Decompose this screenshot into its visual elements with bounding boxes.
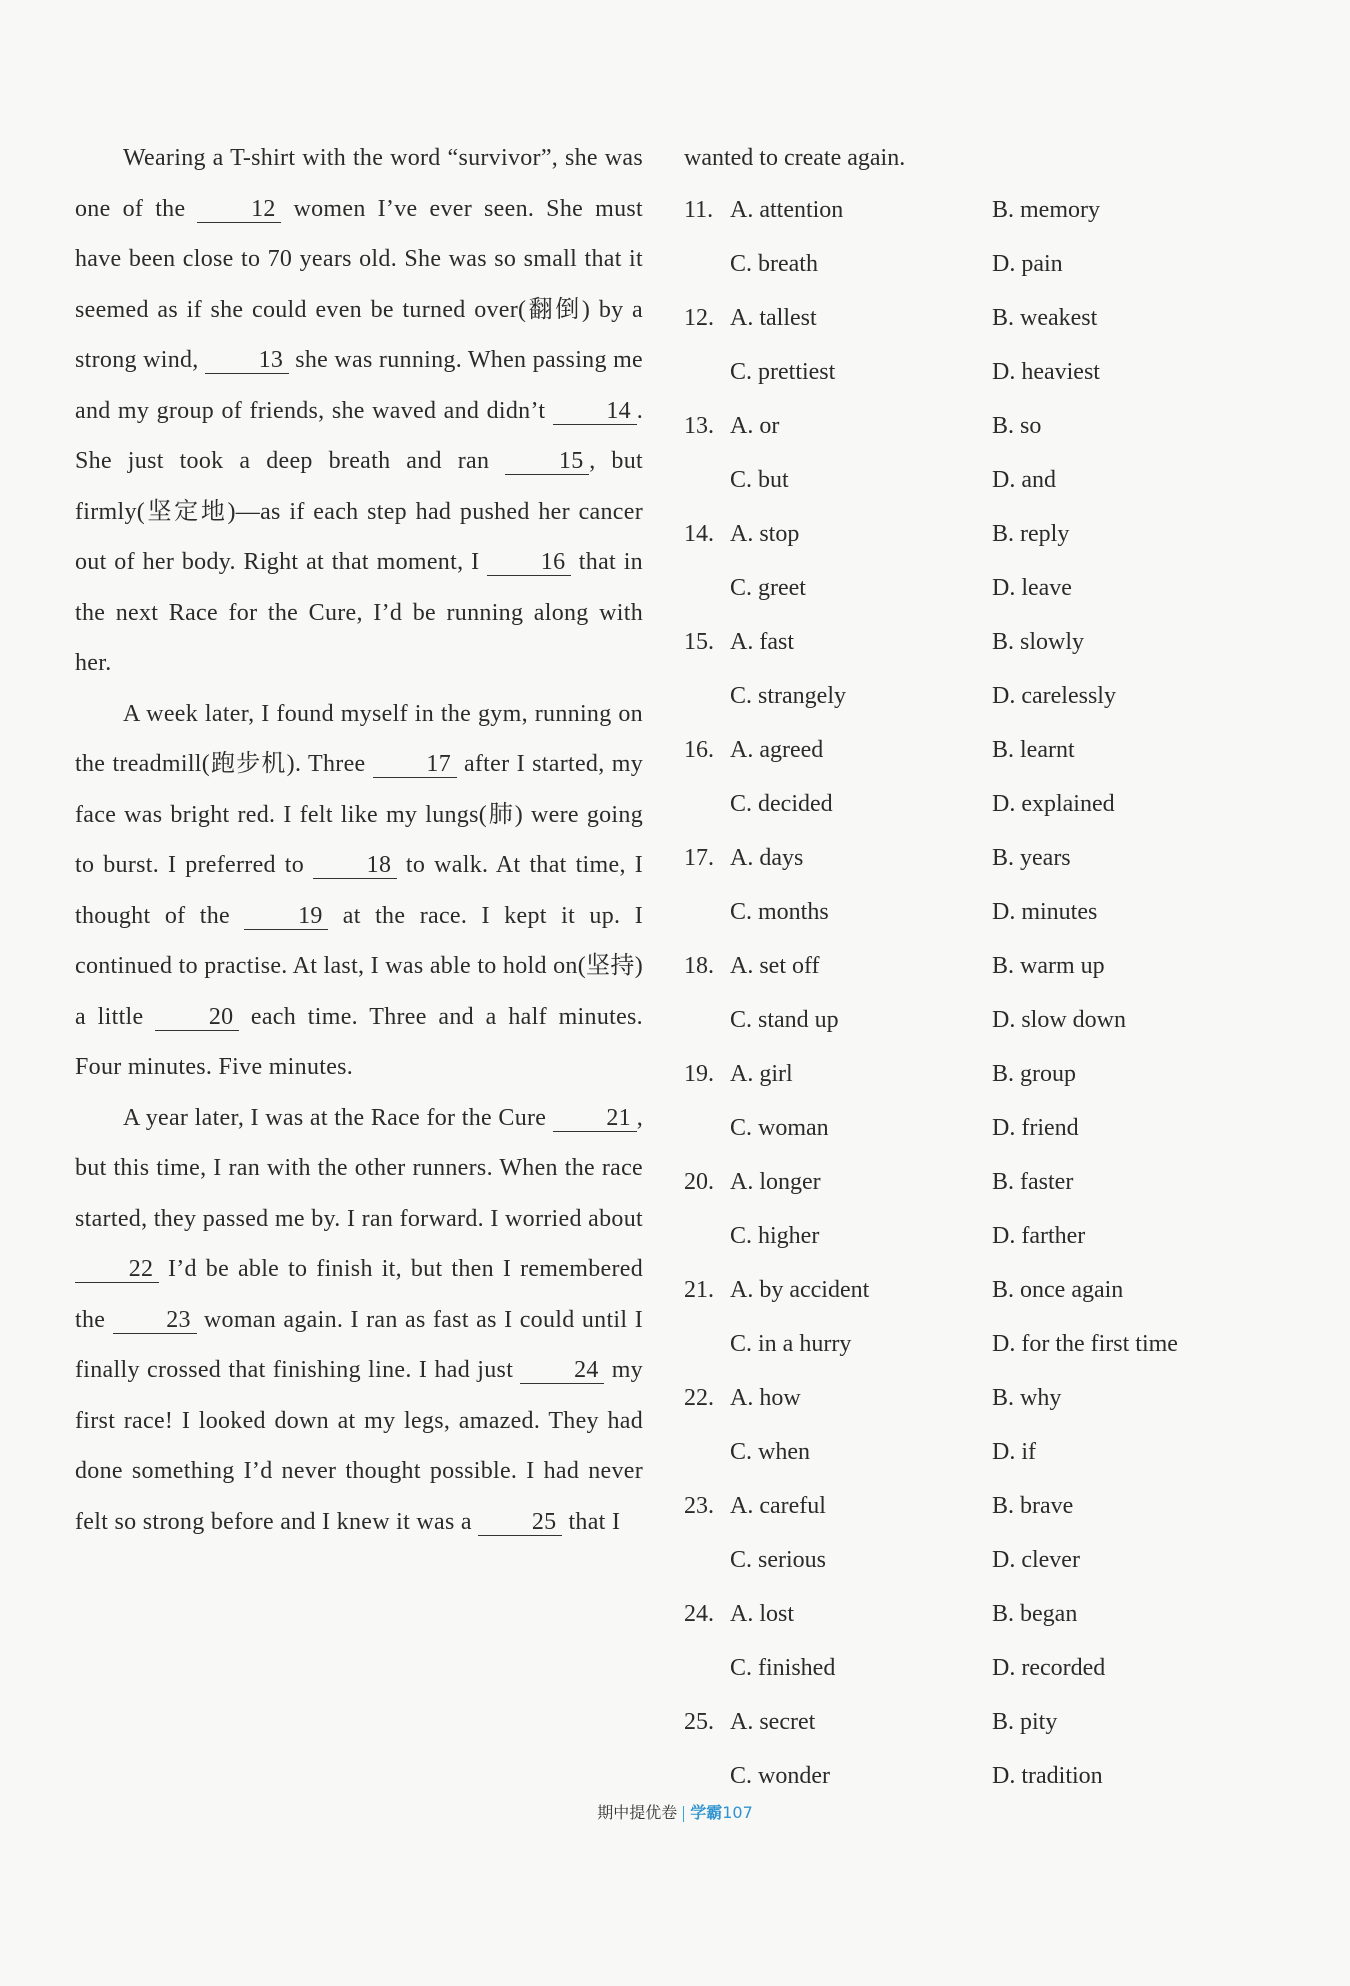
question-row-second — [684, 1101, 1284, 1155]
option-a: A. secret — [730, 1708, 816, 1735]
blank-18: 18 — [313, 852, 397, 879]
option-a: A. days — [730, 844, 804, 871]
passage-text: . She just took a deep breath and ran — [75, 397, 643, 474]
option-a: A. attention — [730, 196, 844, 223]
option-b: B. pity — [992, 1708, 1058, 1735]
question-row-second — [684, 669, 1284, 723]
option-c: C. woman — [730, 1114, 829, 1141]
option-b: B. why — [992, 1384, 1062, 1411]
question-number: 16. — [684, 736, 714, 763]
passage-text: A week later, I found myself in the gym, running on the treadmill(跑步机). Three — [75, 700, 643, 777]
blank-19: 19 — [244, 903, 328, 930]
option-d: D. pain — [992, 250, 1063, 277]
option-b: B. so — [992, 412, 1042, 439]
blank-15: 15 — [505, 448, 589, 475]
question-number: 19. — [684, 1060, 714, 1087]
option-d: D. farther — [992, 1222, 1086, 1249]
answer-options — [684, 183, 1284, 1803]
blank-25: 25 — [478, 1509, 562, 1536]
option-d: D. if — [992, 1438, 1036, 1465]
blank-17: 17 — [373, 751, 457, 778]
option-d: D. clever — [992, 1546, 1080, 1573]
option-c: C. strangely — [730, 682, 846, 709]
question-row-second — [684, 1317, 1284, 1371]
question-row-second — [684, 237, 1284, 291]
page-footer — [0, 1800, 1350, 1823]
option-d: D. carelessly — [992, 682, 1116, 709]
option-b: B. reply — [992, 520, 1070, 547]
question-row-second — [684, 561, 1284, 615]
question-number: 12. — [684, 304, 714, 331]
question-row — [684, 615, 1284, 669]
option-d: D. leave — [992, 574, 1072, 601]
question-row — [684, 1155, 1284, 1209]
option-d: D. tradition — [992, 1762, 1103, 1789]
option-d: D. recorded — [992, 1654, 1106, 1681]
passage-paragraph-2 — [75, 689, 643, 1093]
passage-text: , but firmly(坚定地)—as if each step had pushed her cancer out of her body. Right at that moment, I — [75, 448, 643, 575]
question-number: 23. — [684, 1492, 714, 1519]
option-c: C. prettiest — [730, 358, 836, 385]
passage-text: A year later, I was at the Race for the Cure — [123, 1104, 553, 1131]
question-row — [684, 831, 1284, 885]
question-row — [684, 1695, 1284, 1749]
option-a: A. set off — [730, 952, 820, 979]
option-d: D. friend — [992, 1114, 1079, 1141]
option-b: B. group — [992, 1060, 1076, 1087]
passage-text: Wearing a T-shirt with the word “survivor”, she was one of the — [75, 145, 643, 222]
question-row-second — [684, 1533, 1284, 1587]
option-c: C. months — [730, 898, 829, 925]
option-c: C. breath — [730, 250, 818, 277]
cloze-passage — [75, 133, 643, 1547]
option-a: A. lost — [730, 1600, 795, 1627]
option-c: C. stand up — [730, 1006, 839, 1033]
question-number: 20. — [684, 1168, 714, 1195]
question-number: 13. — [684, 412, 714, 439]
option-d: D. explained — [992, 790, 1115, 817]
option-c: C. wonder — [730, 1762, 830, 1789]
passage-text: woman again. I ran as fast as I could until I finally crossed that finishing line. I had just — [75, 1306, 643, 1383]
option-b: B. began — [992, 1600, 1078, 1627]
footer-title: 期中提优卷 — [597, 1803, 678, 1822]
option-b: B. brave — [992, 1492, 1074, 1519]
option-c: C. but — [730, 466, 789, 493]
question-number: 18. — [684, 952, 714, 979]
blank-12: 12 — [197, 196, 281, 223]
question-row-second — [684, 1641, 1284, 1695]
question-row — [684, 183, 1284, 237]
question-row — [684, 1047, 1284, 1101]
blank-21: 21 — [553, 1105, 637, 1132]
option-b: B. slowly — [992, 628, 1085, 655]
footer-brand: 学霸 — [690, 1803, 723, 1822]
option-d: D. for the first time — [992, 1330, 1178, 1357]
option-c: C. when — [730, 1438, 810, 1465]
option-a: A. longer — [730, 1168, 821, 1195]
question-number: 15. — [684, 628, 714, 655]
question-row — [684, 1371, 1284, 1425]
question-row-second — [684, 1425, 1284, 1479]
option-c: C. greet — [730, 574, 806, 601]
passage-text: , but this time, I ran with the other runners. When the race started, they passed me by. I ran forward. I worried about — [75, 1104, 643, 1232]
option-c: C. decided — [730, 790, 833, 817]
option-a: A. girl — [730, 1060, 793, 1087]
option-b: B. memory — [992, 196, 1100, 223]
option-b: B. once again — [992, 1276, 1124, 1303]
question-row-second — [684, 453, 1284, 507]
option-a: A. fast — [730, 628, 794, 655]
option-a: A. careful — [730, 1492, 826, 1519]
question-row-second — [684, 1209, 1284, 1263]
blank-16: 16 — [487, 549, 571, 576]
option-c: C. in a hurry — [730, 1330, 852, 1357]
option-d: D. slow down — [992, 1006, 1127, 1033]
option-b: B. learnt — [992, 736, 1075, 763]
passage-text: after I started, my face was bright red. I felt like my lungs(肺) were going to burst. I preferred to — [75, 751, 643, 878]
blank-22: 22 — [75, 1256, 159, 1283]
question-row — [684, 1479, 1284, 1533]
option-c: C. finished — [730, 1654, 836, 1681]
option-d: D. minutes — [992, 898, 1098, 925]
question-row-second — [684, 885, 1284, 939]
question-row — [684, 399, 1284, 453]
option-a: A. by accident — [730, 1276, 870, 1303]
question-number: 22. — [684, 1384, 714, 1411]
passage-text: at the race. I kept it up. I continued to practise. At last, I was able to hold on(坚持) a little — [75, 902, 643, 1030]
question-number: 17. — [684, 844, 714, 871]
option-d: D. and — [992, 466, 1056, 493]
passage-text: that I — [562, 1508, 621, 1535]
option-b: B. weakest — [992, 304, 1098, 331]
question-number: 14. — [684, 520, 714, 547]
passage-text: my first race! I looked down at my legs, amazed. They had done something I’d never thought possible. I had never felt so strong before and I knew it was a — [75, 1357, 643, 1535]
option-a: A. stop — [730, 520, 800, 547]
question-number: 21. — [684, 1276, 714, 1303]
question-row — [684, 1263, 1284, 1317]
option-c: C. serious — [730, 1546, 826, 1573]
page-number: 107 — [722, 1803, 753, 1822]
option-a: A. how — [730, 1384, 801, 1411]
blank-23: 23 — [113, 1307, 197, 1334]
option-a: A. tallest — [730, 304, 817, 331]
option-b: B. years — [992, 844, 1071, 871]
blank-20: 20 — [155, 1004, 239, 1031]
question-number: 24. — [684, 1600, 714, 1627]
passage-text: women I’ve ever seen. She must have been close to 70 years old. She was so small that it seemed as if she could even be turned over(翻倒) by a strong wind, — [75, 195, 643, 373]
option-d: D. heaviest — [992, 358, 1100, 385]
option-b: B. warm up — [992, 952, 1105, 979]
passage-text: each time. Three and a half minutes. Four minutes. Five minutes. — [75, 1003, 643, 1080]
passage-paragraph-3 — [75, 1093, 643, 1548]
question-row — [684, 507, 1284, 561]
question-number: 25. — [684, 1708, 714, 1735]
passage-text: that in the next Race for the Cure, I’d be running along with her. — [75, 549, 643, 676]
passage-continuation: wanted to create again. — [684, 145, 906, 171]
passage-text: I’d be able to finish it, but then I remembered the — [75, 1256, 643, 1333]
blank-13: 13 — [205, 347, 289, 374]
passage-text: to walk. At that time, I thought of the — [75, 852, 643, 929]
question-row — [684, 1587, 1284, 1641]
footer-divider — [683, 1806, 684, 1822]
option-b: B. faster — [992, 1168, 1074, 1195]
question-row-second — [684, 345, 1284, 399]
question-row-second — [684, 1749, 1284, 1803]
passage-paragraph-1 — [75, 133, 643, 689]
blank-14: 14 — [553, 398, 637, 425]
option-a: A. agreed — [730, 736, 824, 763]
blank-24: 24 — [520, 1357, 604, 1384]
question-row-second — [684, 993, 1284, 1047]
question-row — [684, 723, 1284, 777]
question-number: 11. — [684, 196, 714, 223]
passage-text: she was running. When passing me and my group of friends, she waved and didn’t — [75, 347, 643, 424]
question-row — [684, 291, 1284, 345]
question-row — [684, 939, 1284, 993]
option-a: A. or — [730, 412, 780, 439]
question-row-second — [684, 777, 1284, 831]
option-c: C. higher — [730, 1222, 820, 1249]
